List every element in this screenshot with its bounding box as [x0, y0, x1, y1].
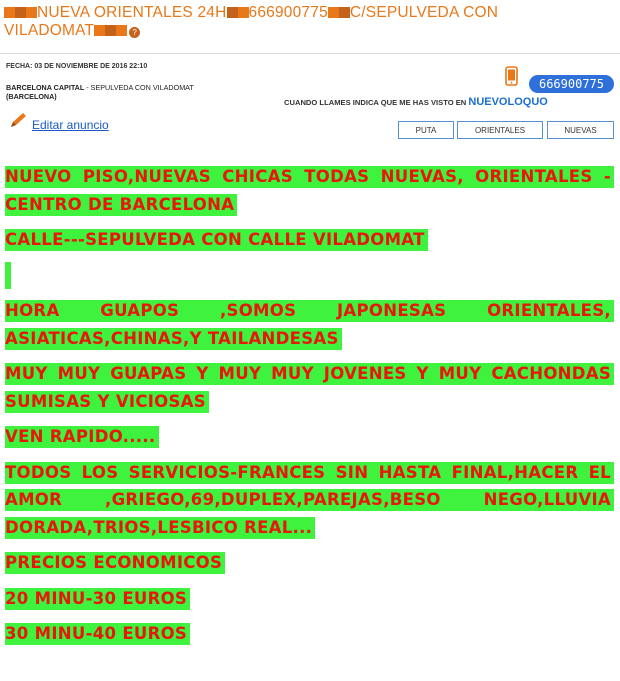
location-city: BARCELONA CAPITAL: [6, 83, 85, 92]
title-text-1: NUEVA ORIENTALES 24H: [37, 4, 227, 21]
call-note-text: CUANDO LLAMES INDICA QUE ME HAS VISTO EN: [284, 98, 469, 107]
title-text-3: C/SEPULVEDA CON: [349, 4, 499, 21]
ad-location: [6, 83, 266, 101]
empty-highlight-bar: [5, 262, 11, 289]
title-text-2: 666900775: [248, 4, 328, 21]
ad-title: [4, 4, 616, 40]
body-paragraph: [5, 620, 614, 648]
body-paragraph: [5, 423, 614, 451]
body-text-1: NUEVO PISO,NUEVAS CHICAS TODAS NUEVAS, ORIENTALES -CENTRO DE BARCELONA: [5, 166, 614, 216]
title-square-icon: [238, 7, 249, 18]
location-region: (BARCELONA): [6, 92, 57, 101]
ad-body: [5, 163, 614, 656]
tag-nuevas-button[interactable]: NUEVAS: [547, 121, 614, 139]
body-paragraph: [5, 585, 614, 613]
body-paragraph: [5, 459, 614, 542]
body-text-4: MUY MUY GUAPAS Y MUY MUY JOVENES Y MUY CACHONDAS SUMISAS Y VICIOSAS: [5, 363, 614, 413]
site-name: NUEVOLOQUO: [468, 96, 548, 108]
title-square-icon: [15, 7, 26, 18]
body-text-3: HORA GUAPOS ,SOMOS JAPONESAS ORIENTALES, ASIATICAS,CHINAS,Y TAILANDESAS: [5, 300, 614, 350]
body-paragraph: [5, 549, 614, 577]
title-square-icon: [116, 25, 127, 36]
title-square-icon: [94, 25, 105, 36]
body-paragraph: [5, 226, 614, 254]
pencil-icon[interactable]: [8, 112, 28, 130]
ad-date: FECHA: 03 DE NOVIEMBRE DE 2016 22:10: [6, 63, 148, 70]
body-text-6: TODOS LOS SERVICIOS-FRANCES SIN HASTA FINAL,HACER EL AMOR ,GRIEGO,69,DUPLEX,PAREJAS,BESO NEGO,LLUVIA DORADA,TRIOS,LESBICO REAL...: [5, 462, 614, 539]
tag-puta-button[interactable]: PUTA: [398, 121, 454, 139]
body-paragraph: [5, 262, 614, 290]
phone-number-button[interactable]: 666900775: [529, 75, 614, 93]
help-icon: ?: [129, 27, 140, 38]
body-paragraph: [5, 163, 614, 218]
tag-orientales-button[interactable]: ORIENTALES: [457, 121, 543, 139]
title-square-icon: [26, 7, 37, 18]
header-divider: [0, 53, 620, 54]
title-square-icon: [105, 25, 116, 36]
phone-icon: [505, 66, 518, 86]
edit-ad-link[interactable]: Editar anuncio: [32, 118, 109, 132]
title-square-icon: [4, 7, 15, 18]
body-text-7: PRECIOS ECONOMICOS: [5, 552, 225, 574]
location-detail: - SEPULVEDA CON VILADOMAT: [84, 83, 194, 92]
title-square-icon: [328, 7, 339, 18]
body-text-5: VEN RAPIDO.....: [5, 426, 159, 448]
body-text-8: 20 MINU-30 EUROS: [5, 588, 190, 610]
title-text-4: VILADOMAT: [4, 22, 95, 39]
call-note: [284, 96, 548, 108]
body-text-9: 30 MINU-40 EUROS: [5, 623, 190, 645]
title-square-icon: [339, 7, 350, 18]
body-paragraph: [5, 297, 614, 352]
title-square-icon: [227, 7, 238, 18]
body-paragraph: [5, 360, 614, 415]
body-text-2: CALLE---SEPULVEDA CON CALLE VILADOMAT: [5, 229, 428, 251]
